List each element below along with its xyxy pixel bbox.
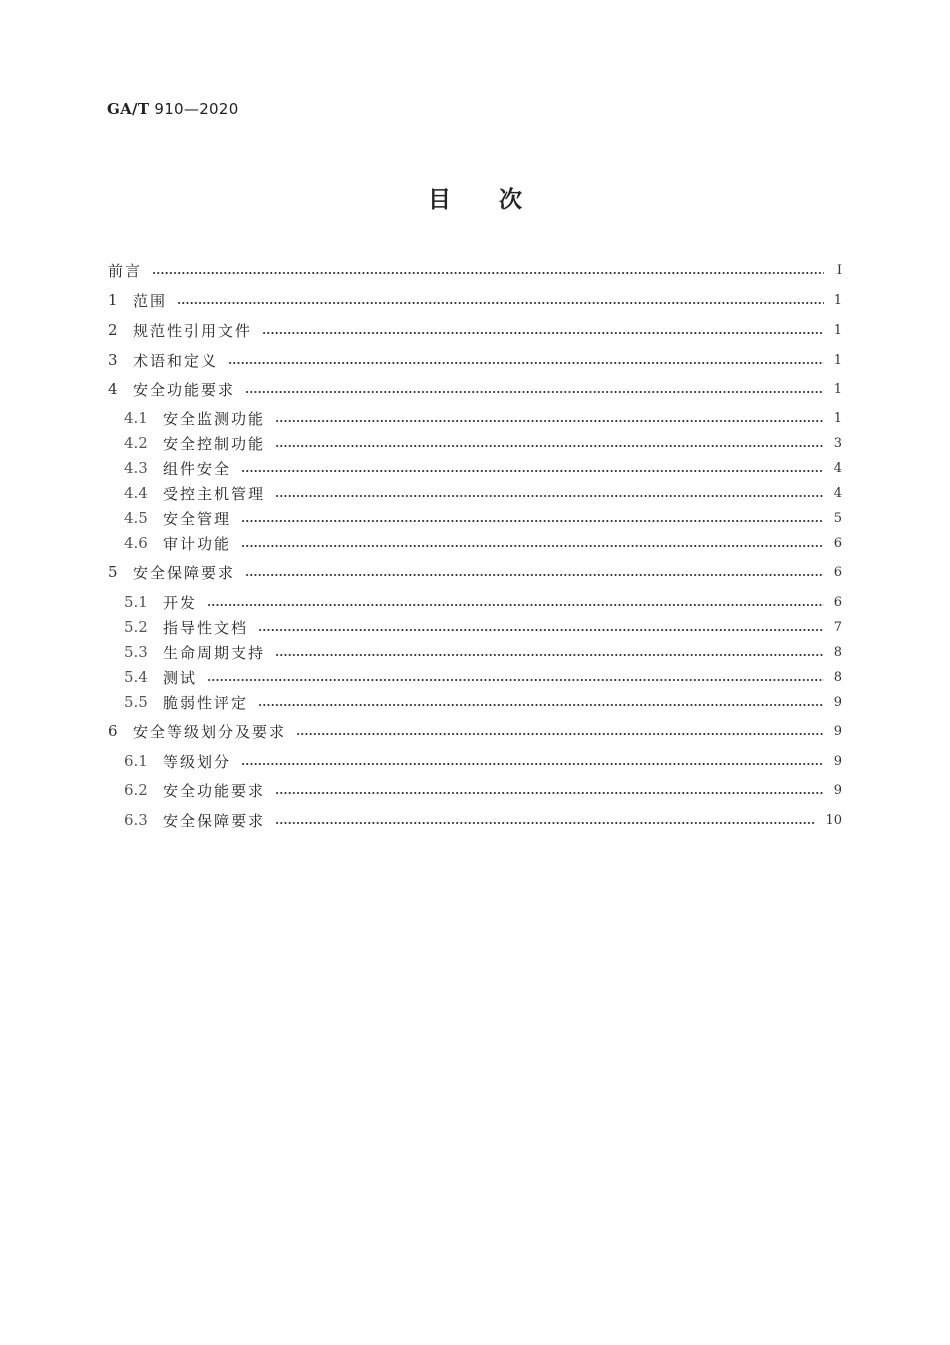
- toc-entry-number: 4.2: [124, 434, 148, 452]
- dot-leader: [152, 272, 824, 274]
- dot-leader: [207, 679, 824, 681]
- toc-entry-title: 组件安全: [163, 459, 232, 478]
- toc-entry-number: 4.5: [124, 509, 148, 527]
- toc-entry-page: 4: [833, 485, 842, 501]
- dot-leader: [241, 520, 824, 522]
- toc-entry[interactable]: [124, 507, 842, 529]
- toc-entry-title: 指导性文档: [163, 618, 249, 637]
- toc-entry-title: 安全管理: [163, 509, 232, 528]
- toc-entry-page: 1: [833, 292, 842, 308]
- toc-entry-page: 6: [833, 564, 842, 580]
- toc-entry[interactable]: [124, 750, 842, 772]
- toc-entry-page: 9: [833, 694, 842, 710]
- toc-entry-page: 1: [833, 322, 842, 338]
- toc-entry[interactable]: [124, 482, 842, 504]
- toc-entry[interactable]: [108, 259, 842, 281]
- toc-entry-page: I: [836, 262, 842, 278]
- toc-entry-number: 6: [108, 722, 118, 740]
- dot-leader: [241, 763, 824, 765]
- toc-entry-title: 术语和定义: [133, 351, 219, 370]
- dot-leader: [275, 420, 824, 422]
- dot-leader: [275, 445, 824, 447]
- toc-entry-page: 4: [833, 460, 842, 476]
- toc-entry[interactable]: [108, 720, 842, 742]
- toc-entry[interactable]: [108, 561, 842, 583]
- toc-entry-title: 等级划分: [163, 752, 232, 771]
- dot-leader: [262, 332, 824, 334]
- toc-entry-number: 5.4: [124, 668, 148, 686]
- toc-entry-page: 8: [833, 644, 842, 660]
- toc-entry-number: 6.1: [124, 752, 148, 770]
- dot-leader: [275, 822, 815, 824]
- toc-entry-number: 6.2: [124, 781, 148, 799]
- toc-entry-page: 6: [833, 594, 842, 610]
- toc-entry-number: 5.5: [124, 693, 148, 711]
- toc-entry-title: 前言: [108, 261, 143, 280]
- dot-leader: [207, 604, 824, 606]
- toc-entry[interactable]: [108, 289, 842, 311]
- toc-entry-number: 5.3: [124, 643, 148, 661]
- toc-entry[interactable]: [124, 809, 842, 831]
- toc-entry[interactable]: [124, 666, 842, 688]
- dot-leader: [177, 302, 824, 304]
- toc-entry[interactable]: [124, 457, 842, 479]
- toc-entry-number: 2: [108, 321, 118, 339]
- toc-entry-title: 开发: [163, 593, 198, 612]
- toc-entry-title: 受控主机管理: [163, 484, 266, 503]
- toc-entry[interactable]: [124, 691, 842, 713]
- toc-entry[interactable]: [124, 591, 842, 613]
- toc-entry-number: 4.6: [124, 534, 148, 552]
- toc-entry-title: 安全保障要求: [163, 811, 266, 830]
- toc-entry-title: 安全功能要求: [133, 380, 236, 399]
- toc-entry-number: 4: [108, 380, 118, 398]
- toc-entry-page: 9: [833, 782, 842, 798]
- toc-entry-title: 审计功能: [163, 534, 232, 553]
- dot-leader: [258, 629, 824, 631]
- toc-entry-title: 安全控制功能: [163, 434, 266, 453]
- dot-leader: [296, 733, 824, 735]
- toc-entry-title: 规范性引用文件: [133, 321, 253, 340]
- toc-entry-page: 6: [833, 535, 842, 551]
- toc-entry[interactable]: [108, 319, 842, 341]
- dot-leader: [275, 654, 824, 656]
- toc-entry-number: 5.2: [124, 618, 148, 636]
- dot-leader: [275, 792, 824, 794]
- toc-entry[interactable]: [108, 349, 842, 371]
- toc-entry-page: 8: [833, 669, 842, 685]
- dot-leader: [241, 470, 824, 472]
- toc-entry-number: 4.4: [124, 484, 148, 502]
- toc-entry-page: 10: [825, 812, 842, 828]
- page-title: 目 次: [428, 187, 522, 213]
- dot-leader: [275, 495, 824, 497]
- toc-entry[interactable]: [124, 532, 842, 554]
- toc-entry-number: 3: [108, 351, 118, 369]
- toc-entry-number: 4.1: [124, 409, 148, 427]
- toc-entry-title: 脆弱性评定: [163, 693, 249, 712]
- toc-entry-title: 测试: [163, 668, 198, 687]
- toc-entry[interactable]: [124, 641, 842, 663]
- dot-leader: [245, 391, 824, 393]
- toc-entry[interactable]: [124, 616, 842, 638]
- toc-entry[interactable]: [124, 779, 842, 801]
- toc-entry[interactable]: [124, 432, 842, 454]
- dot-leader: [228, 362, 824, 364]
- toc-entry-number: 5.1: [124, 593, 148, 611]
- toc-entry-title: 范围: [133, 291, 168, 310]
- toc-entry-title: 安全功能要求: [163, 781, 266, 800]
- toc-entry-title: 安全保障要求: [133, 563, 236, 582]
- toc-entry-page: 9: [833, 723, 842, 739]
- toc-entry-page: 1: [833, 381, 842, 397]
- toc-entry[interactable]: [124, 407, 842, 429]
- dot-leader: [258, 704, 824, 706]
- toc-entry-title: 安全监测功能: [163, 409, 266, 428]
- toc-entry-page: 1: [833, 410, 842, 426]
- toc-entry[interactable]: [108, 378, 842, 400]
- toc-entry-page: 9: [833, 753, 842, 769]
- toc-entry-title: 生命周期支持: [163, 643, 266, 662]
- toc-entry-page: 5: [833, 510, 842, 526]
- toc-entry-title: 安全等级划分及要求: [133, 722, 287, 741]
- toc-entry-number: 4.3: [124, 459, 148, 477]
- toc-entry-page: 7: [833, 619, 842, 635]
- dot-leader: [241, 545, 824, 547]
- dot-leader: [245, 574, 824, 576]
- toc-entry-number: 1: [108, 291, 118, 309]
- toc-entry-number: 6.3: [124, 811, 148, 829]
- document-code: GA/T 910—2020: [107, 100, 239, 118]
- toc-entry-number: 5: [108, 563, 118, 581]
- toc-entry-page: 3: [833, 435, 842, 451]
- toc-entry-page: 1: [833, 352, 842, 368]
